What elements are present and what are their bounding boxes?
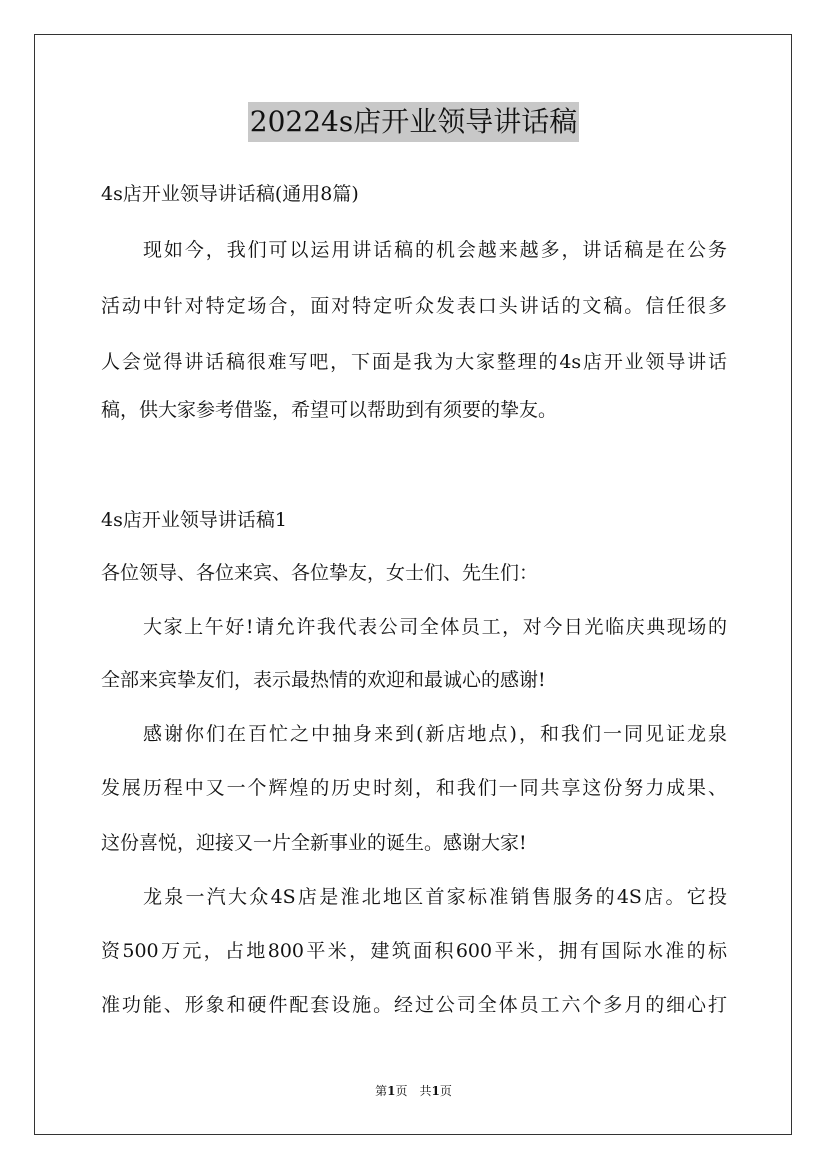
intro-line-2: 活动中针对特定场合，面对特定听众发表口头讲话的文稿。信任很多 <box>101 295 727 317</box>
intro-line-4: 稿，供大家参考借鉴，希望可以帮助到有须要的挚友。 <box>101 399 558 421</box>
intro-line-3: 人会觉得讲话稿很难写吧，下面是我为大家整理的4s店开业领导讲话 <box>101 351 727 373</box>
subtitle: 4s店开业领导讲话稿(通用8篇) <box>101 183 359 205</box>
paragraph3-line-1: 龙泉一汽大众4S店是淮北地区首家标准销售服务的4S店。它投 <box>143 886 727 908</box>
footer-prefix: 第 <box>375 1084 388 1098</box>
paragraph2-line-1: 感谢你们在百忙之中抽身来到(新店地点)，和我们一同见证龙泉 <box>143 723 727 745</box>
paragraph2-line-3: 这份喜悦，迎接又一片全新事业的诞生。感谢大家! <box>101 832 527 854</box>
greeting: 各位领导、各位来宾、各位挚友，女士们、先生们： <box>101 562 539 584</box>
footer-page-total: 1 <box>431 1084 440 1098</box>
paragraph1-line-2: 全部来宾挚友们，表示最热情的欢迎和最诚心的感谢! <box>101 669 546 691</box>
footer-suffix: 页 <box>439 1084 452 1098</box>
paragraph1-line-1: 大家上午好!请允许我代表公司全体员工，对今日光临庆典现场的 <box>143 616 727 638</box>
paragraph3-line-2: 资500万元，占地800平米，建筑面积600平米，拥有国际水准的标 <box>101 940 727 962</box>
document-title: 20224s店开业领导讲话稿 <box>248 102 579 142</box>
paragraph2-line-2: 发展历程中又一个辉煌的历史时刻，和我们一同共享这份努力成果、 <box>101 777 727 799</box>
page-footer <box>0 1083 827 1099</box>
title-container <box>0 102 827 142</box>
paragraph3-line-3: 准功能、形象和硬件配套设施。经过公司全体员工六个多月的细心打 <box>101 994 727 1016</box>
section-heading: 4s店开业领导讲话稿1 <box>101 509 287 531</box>
intro-line-1: 现如今，我们可以运用讲话稿的机会越来越多，讲话稿是在公务 <box>143 239 727 261</box>
footer-mid: 页 共 <box>395 1084 432 1098</box>
footer-page-current: 1 <box>387 1084 396 1098</box>
